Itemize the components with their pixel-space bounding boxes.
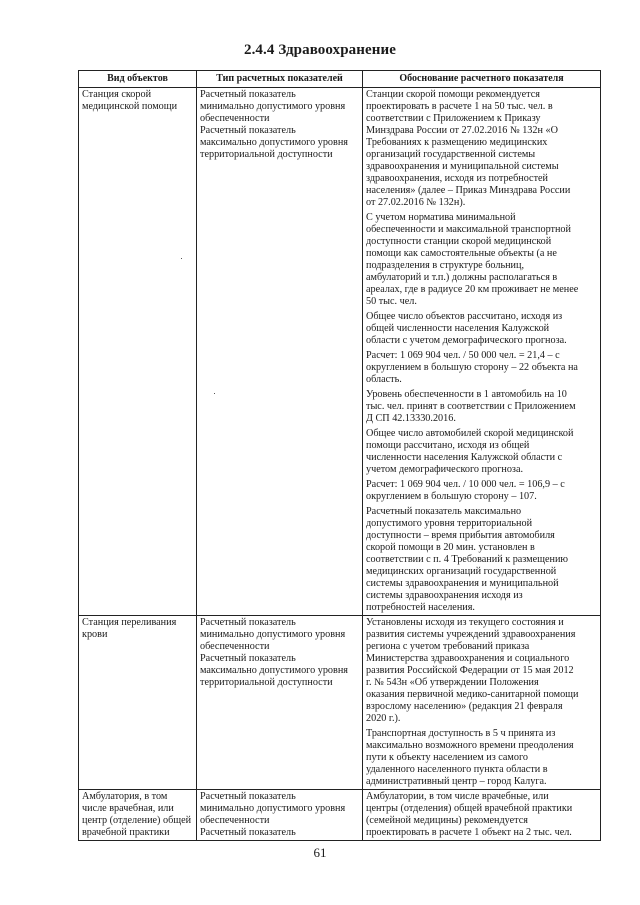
justification-line: медицинских организаций государственной	[366, 566, 557, 577]
justification-line: допустимого уровня территориальной	[366, 518, 533, 529]
justification-line: 50 тыс. чел.	[366, 296, 417, 307]
justification-line: г. № 543н «Об утверждении Положения	[366, 677, 539, 688]
justification-line: Общее число объектов рассчитано, исходя из	[366, 311, 563, 322]
justification-line: Минздрава России от 27.02.2016 № 132н «О	[366, 125, 558, 136]
justification-line: пути к объекту населением из самого	[366, 752, 528, 763]
justification-line: численности населения Калужской области с	[366, 452, 563, 463]
justification-line: Транспортная доступность в 5 ч принята из	[366, 728, 556, 739]
indicator-type-line: территориальной доступности	[200, 149, 333, 160]
scan-speck	[214, 393, 215, 394]
justification-line: здравоохранения и муниципальной системы	[366, 161, 559, 172]
justification-line: помощи как самостоятельные объекты (а не	[366, 248, 557, 259]
justification-line: проектировать в расчете 1 объект на 2 тыс. чел.	[366, 827, 572, 838]
object-type-cell	[79, 790, 197, 841]
indicator-type-cell	[197, 88, 363, 616]
page-title: 2.4.4 Здравоохранение	[243, 42, 397, 58]
indicator-type-cell	[197, 790, 363, 841]
justification-line: подразделения в структуре больниц,	[366, 260, 525, 271]
justification-line: потребностей населения.	[366, 602, 475, 613]
justification-line: доступности станции скорой медицинской	[366, 236, 552, 247]
justification-line: максимально возможного времени преодоления	[366, 740, 574, 751]
justification-line: здравоохранения, исходя из потребностей	[366, 173, 548, 184]
indicator-type-line: максимально допустимого уровня	[200, 137, 348, 148]
justification-line: доступности – время прибытия автомобиля	[366, 530, 555, 541]
justification-line: С учетом норматива минимальной	[366, 212, 516, 223]
justification-line: общей численности населения Калужской	[366, 323, 550, 334]
justification-line: (семейной медицины) рекомендуется	[366, 815, 528, 826]
indicator-type-line: обеспеченности	[200, 815, 270, 826]
header-object-type: Вид объектов	[79, 71, 197, 88]
justification-line: организаций государственной системы	[366, 149, 536, 160]
object-type-line: крови	[82, 629, 108, 640]
indicator-type-cell	[197, 616, 363, 790]
header-indicator-type: Тип расчетных показателей	[197, 71, 363, 88]
object-type-line: медицинской помощи	[82, 101, 178, 112]
indicator-type-line: территориальной доступности	[200, 677, 333, 688]
page-number: 61	[313, 845, 327, 860]
indicator-type-line: минимально допустимого уровня	[200, 803, 346, 814]
justification-line: региона с учетом требований приказа	[366, 641, 530, 652]
justification-line: удаленного населенного пункта области в	[366, 764, 548, 775]
indicator-type-line: обеспеченности	[200, 641, 270, 652]
justification-line: Расчетный показатель максимально	[366, 506, 522, 517]
justification-line: округлением в большую сторону – 22 объекта на	[366, 362, 578, 373]
justification-line: взрослому населению» (редакция 21 февраля	[366, 701, 563, 712]
table-row	[79, 790, 601, 841]
justification-line: развития системы учреждений здравоохранения	[366, 629, 576, 640]
table-row	[79, 616, 601, 790]
indicator-type-line: Расчетный показатель	[200, 89, 296, 100]
object-type-line: Амбулатория, в том	[82, 791, 168, 802]
object-type-line: врачебной практики	[82, 827, 170, 838]
justification-line: системы здравоохранения исходя из	[366, 590, 523, 601]
justification-cell	[363, 616, 601, 790]
justification-line: Станции скорой помощи рекомендуется	[366, 89, 540, 100]
justification-line: Уровень обеспеченности в 1 автомобиль на 10	[366, 389, 567, 400]
justification-line: населения» (далее – Приказ Минздрава России	[366, 185, 571, 196]
justification-line: помощи рассчитано, исходя из общей	[366, 440, 530, 451]
justification-line: системы здравоохранения и муниципальной	[366, 578, 559, 589]
justification-line: оказания первичной медико-санитарной помощи	[366, 689, 579, 700]
justification-line: соответствии с п. 4 Требований к размещению	[366, 554, 569, 565]
justification-line: административный центр – город Калуга.	[366, 776, 547, 787]
justification-line: 2020 г.).	[366, 713, 401, 724]
justification-line: Общее число автомобилей скорой медицинской	[366, 428, 574, 439]
scan-speck	[181, 258, 182, 259]
object-type-line: числе врачебная, или	[82, 803, 174, 814]
justification-line: области с учетом демографического прогноза.	[366, 335, 567, 346]
object-type-line: Станция скорой	[82, 89, 152, 100]
justification-line: область.	[366, 374, 402, 385]
justification-line: обеспеченности и максимальной транспортной	[366, 224, 571, 235]
indicator-type-line: обеспеченности	[200, 113, 270, 124]
indicator-type-line: Расчетный показатель	[200, 791, 296, 802]
justification-line: амбулаторий и т.п.) должны располагаться в	[366, 272, 558, 283]
justification-line: скорой помощи в 20 мин. установлен в	[366, 542, 535, 553]
justification-line: соответствии с Приложением к Приказу	[366, 113, 541, 124]
justification-line: от 27.02.2016 № 132н).	[366, 197, 466, 208]
object-type-cell	[79, 616, 197, 790]
indicator-type-line: Расчетный показатель	[200, 617, 296, 628]
table-row	[79, 88, 601, 616]
justification-line: тыс. чел. принят в соответствии с Приложением	[366, 401, 576, 412]
justification-cell	[363, 88, 601, 616]
indicator-type-line: Расчетный показатель	[200, 653, 296, 664]
justification-line: проектировать в расчете 1 на 50 тыс. чел. в	[366, 101, 553, 112]
justification-line: развития Российской Федерации от 15 мая 2012	[366, 665, 574, 676]
indicator-type-line: Расчетный показатель	[200, 125, 296, 136]
object-type-line: Станция переливания	[82, 617, 177, 628]
indicator-type-line: минимально допустимого уровня	[200, 629, 346, 640]
justification-line: Установлены исходя из текущего состояния и	[366, 617, 564, 628]
justification-line: Амбулатории, в том числе врачебные, или	[366, 791, 549, 802]
justification-line: Требованиях к размещению медицинских	[366, 137, 548, 148]
justification-line: ареалах, где в радиусе 20 км проживает не менее	[366, 284, 579, 295]
table-header-row	[79, 71, 601, 88]
justification-line: Министерства здравоохранения и социального	[366, 653, 570, 664]
justification-line: округлением в большую сторону – 107.	[366, 491, 537, 502]
indicator-type-line: Расчетный показатель	[200, 827, 296, 838]
justification-line: центры (отделения) общей врачебной практики	[366, 803, 573, 814]
justification-line: Д СП 42.13330.2016.	[366, 413, 456, 424]
justification-line: Расчет: 1 069 904 чел. / 50 000 чел. = 21,4 – с	[366, 350, 560, 361]
header-justification: Обоснование расчетного показателя	[363, 71, 601, 88]
justification-cell	[363, 790, 601, 841]
object-type-line: центр (отделение) общей	[82, 815, 192, 826]
justification-line: учетом демографического прогноза.	[366, 464, 524, 475]
indicator-type-line: максимально допустимого уровня	[200, 665, 348, 676]
standards-table	[78, 70, 601, 841]
object-type-cell	[79, 88, 197, 616]
indicator-type-line: минимально допустимого уровня	[200, 101, 346, 112]
justification-line: Расчет: 1 069 904 чел. / 10 000 чел. = 106,9 – с	[366, 479, 565, 490]
